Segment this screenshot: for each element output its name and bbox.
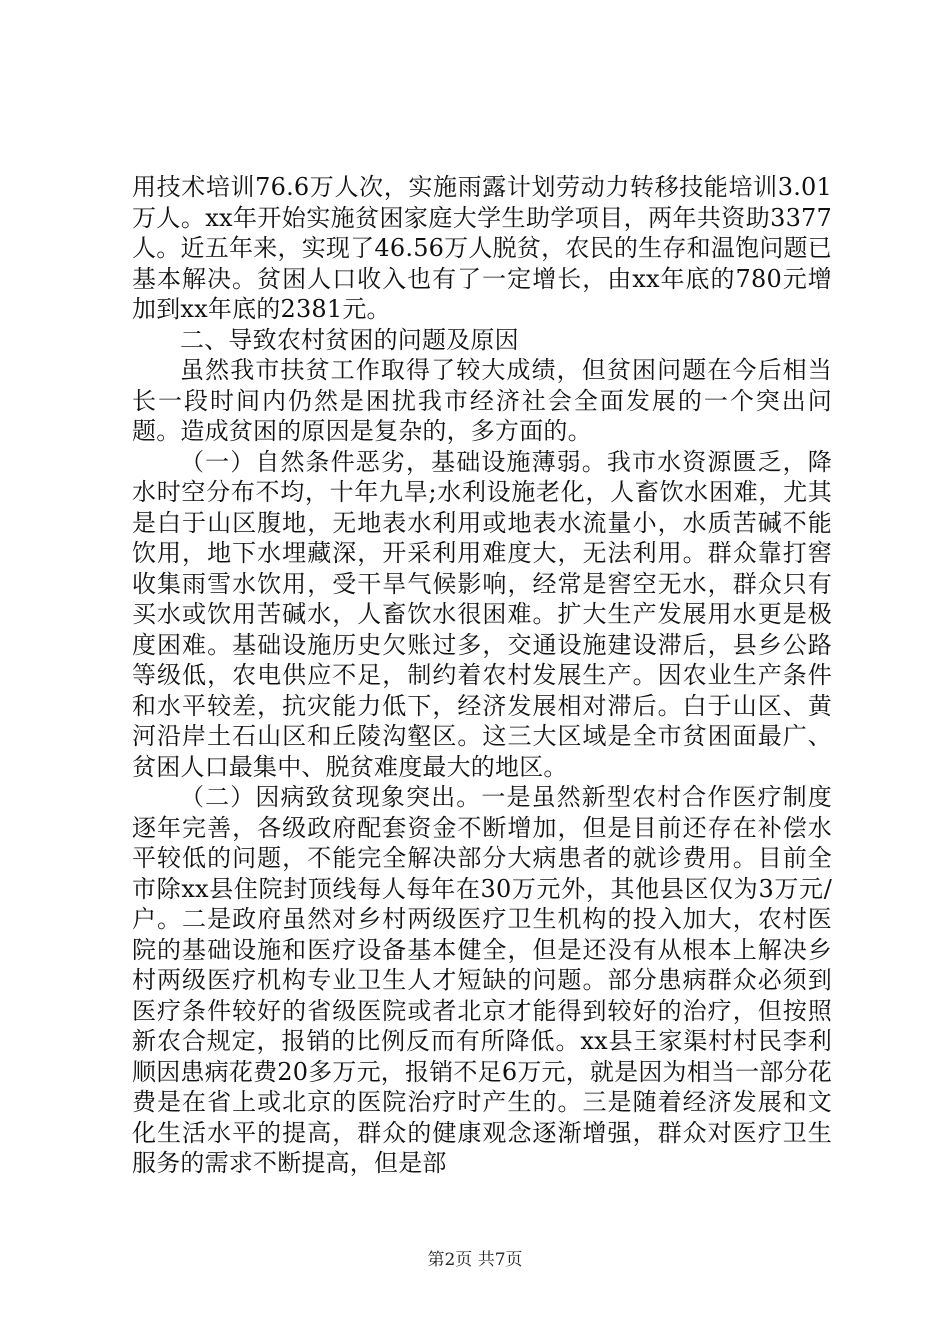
document-body (132, 172, 832, 1179)
paragraph-illness-poverty: （二）因病致贫现象突出。一是虽然新型农村合作医疗制度逐年完善，各级政府配套资金不断增加，但是目前还存在补偿水平较低的问题，不能完全解决部分大病患者的就诊费用。目前全市除xx县住院封顶线每人每年在30万元外，其他县区仅为3万元/户。二是政府虽然对乡村两级医疗卫生机构的投入加大，农村医院的基础设施和医疗设备基本健全，但是还没有从根本上解决乡村两级医疗机构专业卫生人才短缺的问题。部分患病群众必须到医疗条件较好的省级医院或者北京才能得到较好的治疗，但按照新农合规定，报销的比例反而有所降低。xx县王家渠村村民李利顺因患病花费20多万元，报销不足6万元，就是因为相当一部分花费是在省上或北京的医院治疗时产生的。三是随着经济发展和文化生活水平的提高，群众的健康观念逐渐增强，群众对医疗卫生服务的需求不断提高，但是部 (132, 783, 832, 1177)
section-heading-poverty-causes: 二、导致农村贫困的问题及原因 (180, 325, 519, 354)
page-number-footer: 第2页 共7页 (427, 1250, 523, 1270)
paragraph-training-summary: 用技术培训76.6万人次，实施雨露计划劳动力转移技能培训3.01万人。xx年开始实施贫困家庭大学生助学项目，两年共资助3377人。近五年来，实现了46.56万人脱贫，农民的生存和温饱问题已基本解决。贫困人口收入也有了一定增长，由xx年底的780元增加到xx年底的2381元。 (132, 173, 832, 323)
paragraph-natural-conditions: （一）自然条件恶劣，基础设施薄弱。我市水资源匮乏，降水时空分布不均，十年九旱;水利设施老化，人畜饮水困难，尤其是白于山区腹地，无地表水利用或地表水流量小，水质苦碱不能饮用，地下水埋藏深，开采利用难度大，无法利用。群众靠打窖收集雨雪水饮用，受干旱气候影响，经常是窖空无水，群众只有买水或饮用苦碱水，人畜饮水很困难。扩大生产发展用水更是极度困难。基础设施历史欠账过多，交通设施建设滞后，县乡公路等级低，农电供应不足，制约着农村发展生产。因农业生产条件和水平较差，抗灾能力低下，经济发展相对滞后。白于山区、黄河沿岸土石山区和丘陵沟壑区。这三大区域是全市贫困面最广、贫困人口最集中、脱贫难度最大的地区。 (132, 447, 832, 781)
paragraph-intro-causes: 虽然我市扶贫工作取得了较大成绩，但贫困问题在今后相当长一段时间内仍然是困扰我市经济社会全面发展的一个突出问题。造成贫困的原因是复杂的，多方面的。 (132, 356, 832, 445)
